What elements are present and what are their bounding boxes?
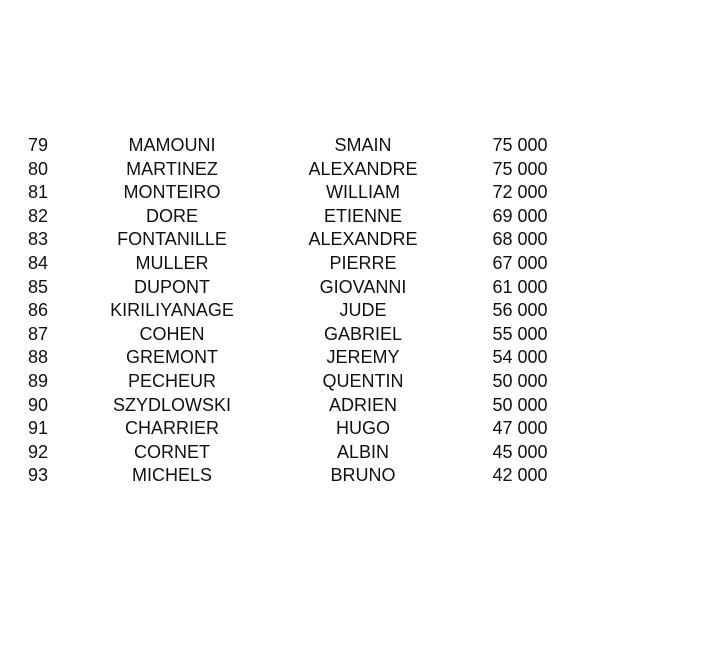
last-name-cell: MAMOUNI — [128, 135, 216, 155]
first-name-cell: SMAIN — [334, 135, 392, 155]
table-row — [0, 464, 702, 488]
table-row — [0, 323, 702, 347]
last-name-cell: DUPONT — [134, 276, 210, 297]
rank-cell: 92 — [28, 441, 49, 462]
last-name-cell: MICHELS — [131, 465, 212, 486]
last-name-cell: SZYDLOWSKI — [112, 394, 232, 415]
first-name-cell: PIERRE — [329, 252, 397, 273]
table-row — [0, 252, 702, 276]
last-name-cell: MONTEIRO — [123, 182, 221, 203]
first-name-cell: ALEXANDRE — [308, 158, 418, 179]
last-name-cell: CORNET — [134, 441, 210, 462]
amount-cell: 55 000 — [492, 323, 548, 344]
amount-cell: 72 000 — [492, 182, 548, 203]
ranking-table — [0, 134, 702, 488]
rank-cell: 82 — [28, 205, 49, 226]
table-row — [0, 205, 702, 229]
last-name-cell: GREMONT — [126, 347, 218, 368]
amount-cell: 69 000 — [492, 205, 548, 226]
amount-cell: 42 000 — [492, 465, 548, 486]
amount-cell: 50 000 — [492, 370, 548, 391]
table-row — [0, 394, 702, 418]
table-row — [0, 228, 702, 252]
table-row — [0, 370, 702, 394]
last-name-cell: KIRILIYANAGE — [110, 300, 234, 321]
amount-cell: 75 000 — [492, 158, 548, 179]
first-name-cell: BRUNO — [330, 465, 396, 486]
table-row — [0, 134, 702, 158]
rank-cell: 84 — [28, 252, 49, 273]
first-name-cell: GIOVANNI — [319, 276, 407, 297]
amount-cell: 75 000 — [492, 135, 548, 155]
last-name-cell: CHARRIER — [124, 418, 219, 439]
last-name-cell: MARTINEZ — [126, 158, 218, 179]
rank-cell: 81 — [28, 182, 49, 203]
last-name-cell: MULLER — [135, 252, 209, 273]
first-name-cell: JEREMY — [326, 347, 400, 368]
last-name-cell: DORE — [145, 205, 198, 226]
rank-cell: 80 — [28, 158, 49, 179]
first-name-cell: HUGO — [336, 418, 390, 439]
amount-cell: 54 000 — [492, 347, 548, 368]
table-row — [0, 417, 702, 441]
table-row — [0, 441, 702, 465]
table-row — [0, 346, 702, 370]
amount-cell: 67 000 — [492, 252, 548, 273]
amount-cell: 47 000 — [492, 418, 548, 439]
first-name-cell: ALBIN — [336, 441, 390, 462]
amount-cell: 68 000 — [492, 229, 548, 250]
amount-cell: 45 000 — [492, 441, 548, 462]
rank-cell: 86 — [28, 300, 49, 321]
amount-cell: 50 000 — [492, 394, 548, 415]
first-name-cell: GABRIEL — [323, 323, 403, 344]
first-name-cell: ETIENNE — [323, 205, 402, 226]
rank-cell: 83 — [28, 229, 49, 250]
first-name-cell: JUDE — [339, 300, 387, 321]
rank-cell: 79 — [28, 135, 49, 155]
rank-cell: 91 — [28, 418, 49, 439]
table-row — [0, 299, 702, 323]
amount-cell: 56 000 — [492, 300, 548, 321]
rank-cell: 89 — [28, 370, 49, 391]
rank-cell: 88 — [28, 347, 49, 368]
rank-cell: 87 — [28, 323, 49, 344]
last-name-cell: COHEN — [139, 323, 205, 344]
first-name-cell: QUENTIN — [322, 370, 404, 391]
first-name-cell: WILLIAM — [325, 182, 400, 203]
table-row — [0, 181, 702, 205]
rank-cell: 85 — [28, 276, 49, 297]
amount-cell: 61 000 — [492, 276, 548, 297]
table-row — [0, 158, 702, 182]
table-row — [0, 276, 702, 300]
first-name-cell: ADRIEN — [328, 394, 397, 415]
last-name-cell: FONTANILLE — [117, 229, 227, 250]
rank-cell: 93 — [28, 465, 49, 486]
first-name-cell: ALEXANDRE — [308, 229, 418, 250]
last-name-cell: PECHEUR — [127, 370, 216, 391]
rank-cell: 90 — [28, 394, 49, 415]
